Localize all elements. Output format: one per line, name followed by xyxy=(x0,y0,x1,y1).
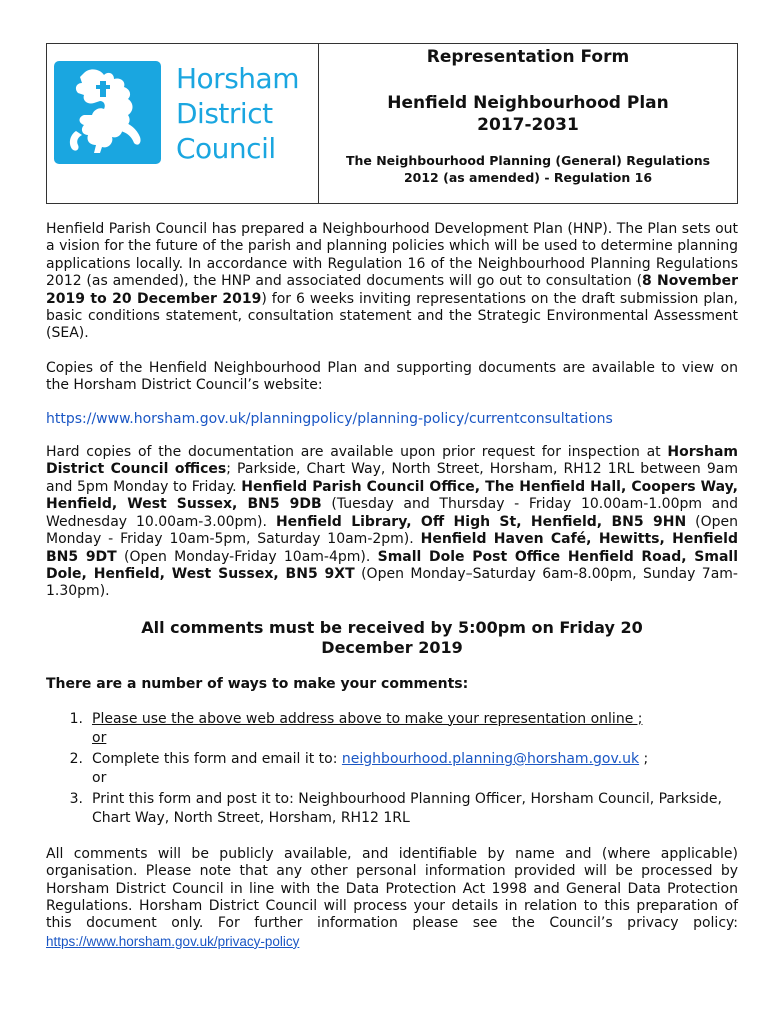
ways-list xyxy=(46,710,738,829)
list-number: 1. xyxy=(69,710,83,727)
hard-copies-text-3: (Tuesday and Thursday - Friday 10.00am-1.00pm and Wednesday 10.00am-3.00pm). xyxy=(46,496,739,530)
copies-paragraph: Copies of the Henfield Neighbourhood Plan and supporting documents are available to view on the Horsham District Council’s website: xyxy=(46,359,738,394)
logo-line-1: Horsham xyxy=(176,62,299,95)
location-parish-office: Henfield Parish Council Office, The Henfield Hall, Coopers Way, Henfield, West Sussex, BN5 9DB xyxy=(46,478,739,513)
lion-crest-icon xyxy=(54,61,161,164)
list-text xyxy=(92,710,738,749)
privacy-paragraph xyxy=(46,846,738,951)
logo-line-3: Council xyxy=(176,132,276,165)
intro-paragraph xyxy=(46,221,738,343)
email-suffix: ; xyxy=(639,750,649,767)
hard-copies-text-2: ; Parkside, Chart Way, North Street, Horsham, RH12 1RL between 9am and 5pm Monday to Friday. xyxy=(46,461,738,495)
header-table xyxy=(46,43,738,204)
hard-copies-text-6: (Open Monday–Saturday 6am-8.00pm, Sunday 7am-1.30pm). xyxy=(46,565,738,600)
hard-copies-paragraph xyxy=(46,444,738,601)
hard-copies-text-4: (Open Monday - Friday 10am-5pm, Saturday 10am-2pm). xyxy=(46,513,738,548)
hard-copies-text-1: Hard copies of the documentation are available upon prior request for inspection at xyxy=(46,444,668,461)
plan-title-line-1: Henfield Neighbourhood Plan xyxy=(387,93,669,113)
location-haven-cafe: Henfield Haven Café, Hewitts, Henfield BN5 9DT xyxy=(46,531,738,565)
consultation-link[interactable]: https://www.horsham.gov.uk/planningpolicy/planning-policy/currentconsultations xyxy=(46,410,613,427)
intro-text-after: ) for 6 weeks inviting representations on the draft submission plan, basic conditions statement, consultation statement and the Strategic Environmental Assessment (SEA). xyxy=(46,290,739,342)
title-cell xyxy=(319,44,737,203)
deadline-line-2: December 2019 xyxy=(321,637,463,657)
deadline-line-1: All comments must be received by 5:00pm on Friday 20 xyxy=(141,617,643,637)
or-text: or xyxy=(92,730,107,747)
plan-title xyxy=(319,92,737,136)
list-text xyxy=(92,750,738,789)
document-page xyxy=(46,43,738,951)
regulation-title: The Neighbourhood Planning (General) Regulations 2012 (as amended) - Regulation 16 xyxy=(345,153,711,185)
council-logo-text xyxy=(176,61,299,166)
list-number: 3. xyxy=(69,790,83,807)
list-item xyxy=(46,790,738,829)
form-title: Representation Form xyxy=(426,47,630,67)
list-item xyxy=(46,750,738,789)
ways-heading: There are a number of ways to make your comments: xyxy=(46,675,469,692)
logo-line-2: District xyxy=(176,97,273,130)
privacy-policy-link[interactable]: https://www.horsham.gov.uk/privacy-policy xyxy=(46,933,300,949)
list-number: 2. xyxy=(69,750,83,767)
list-item xyxy=(46,710,738,749)
email-instruction: Complete this form and email it to: xyxy=(92,750,342,767)
hard-copies-text-5: (Open Monday-Friday 10am-4pm). xyxy=(116,548,378,565)
privacy-text: All comments will be publicly available, and identifiable by name and (where applicable) organisation. Please note that any other personal information provided will be processed by Horsham District Council in line with the Data Protection Act 1998 and General Data Protection Regulations. Horsham District Council will process your details in relation to this preparation of this document only. For further information please see the Council’s privacy policy: xyxy=(46,845,738,932)
or-text: or xyxy=(92,770,107,787)
location-hdc-offices: Horsham District Council offices xyxy=(46,444,738,478)
email-link[interactable]: neighbourhood.planning@horsham.gov.uk xyxy=(341,750,640,767)
consultation-dates: 8 November 2019 to 20 December 2019 xyxy=(46,273,738,307)
online-instruction: Please use the above web address above to make your representation online ; xyxy=(92,710,643,727)
post-instruction: Print this form and post it to: Neighbourhood Planning Officer, Horsham Council, Parkside, Chart Way, North Street, Horsham, RH12 1RL xyxy=(92,790,722,827)
logo-cell xyxy=(47,44,319,203)
location-library: Henfield Library, Off High St, Henfield, BN5 9HN xyxy=(275,513,687,530)
plan-title-line-2: 2017-2031 xyxy=(477,115,579,135)
deadline-notice xyxy=(46,618,738,658)
intro-text-before: Henfield Parish Council has prepared a Neighbourhood Development Plan (HNP). The Plan sets out a vision for the future of the parish and planning policies which will be used to determine planning applications locally. In accordance with Regulation 16 of the Neighbourhood Planning Regulations 2012 (as amended), the HNP and associated documents will go out to consultation ( xyxy=(46,221,738,290)
location-post-office: Small Dole Post Office Henfield Road, Small Dole, Henfield, West Sussex, BN5 9XT xyxy=(46,548,738,582)
